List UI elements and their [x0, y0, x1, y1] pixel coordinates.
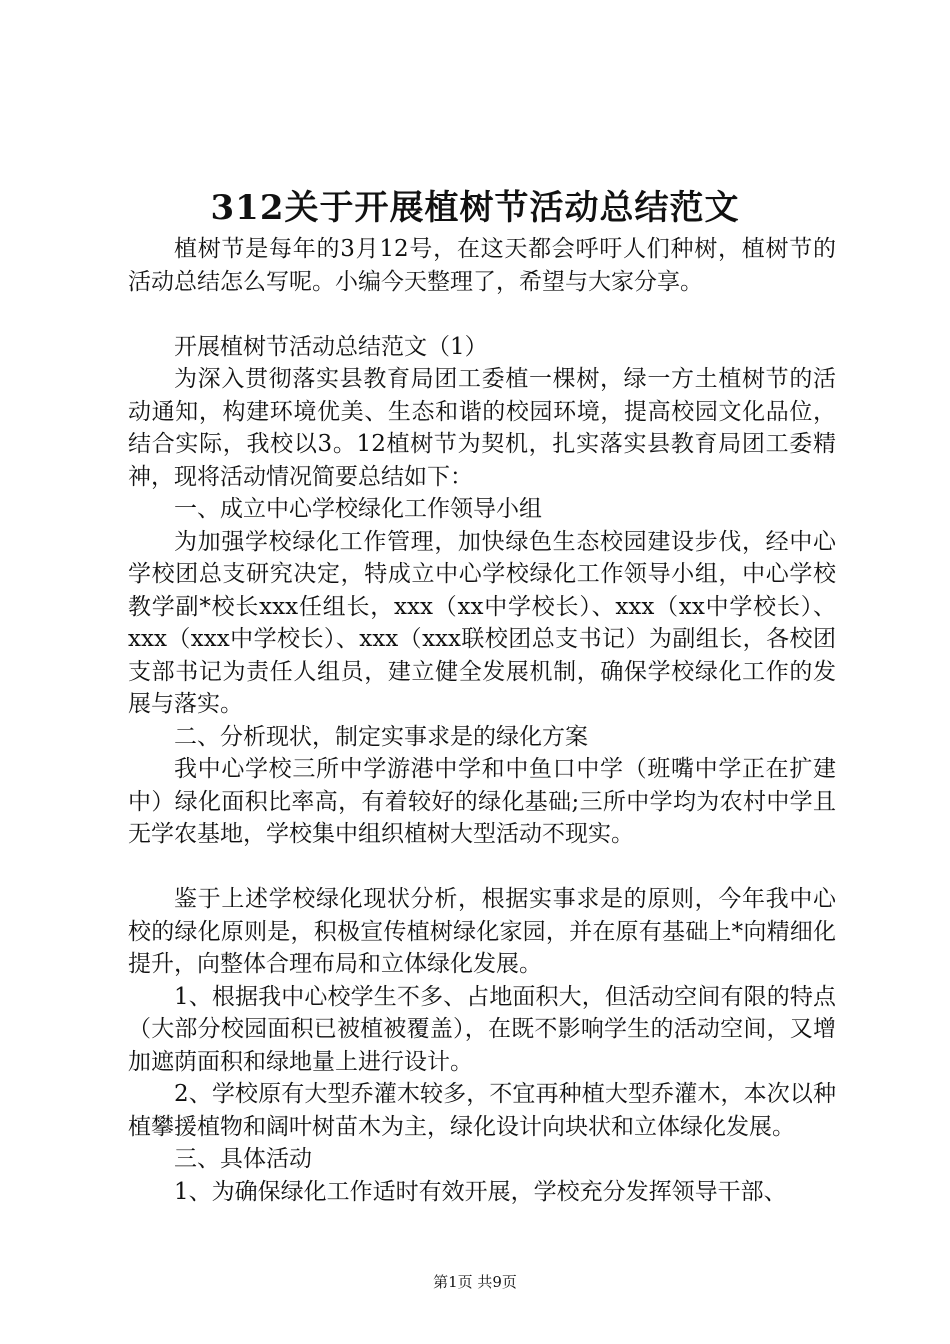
blank-line	[128, 298, 836, 331]
document-title: 312关于开展植树节活动总结范文	[210, 188, 740, 228]
body-paragraph: 1、为确保绿化工作适时有效开展，学校充分发挥领导干部、	[174, 1178, 787, 1205]
section-heading: 二、分析现状，制定实事求是的绿化方案	[174, 723, 588, 750]
body-paragraph: 为深入贯彻落实县教育局团工委植一棵树，绿一方土植树节的活动通知，构建环境优美、生态和谐的校园环境，提高校园文化品位，结合实际，我校以3。12植树节为契机，扎实落实县教育局团工委精神，现将活动情况简要总结如下：	[128, 366, 836, 490]
body-paragraph: 鉴于上述学校绿化现状分析，根据实事求是的原则，今年我中心校的绿化原则是，积极宣传植树绿化家园，并在原有基础上*向精细化提升，向整体合理布局和立体绿化发展。	[128, 886, 836, 977]
body-paragraph: 我中心学校三所中学游港中学和中鱼口中学（班嘴中学正在扩建中）绿化面积比率高，有着较好的绿化基础;三所中学均为农村中学且无学农基地，学校集中组织植树大型活动不现实。	[128, 756, 836, 847]
document-body	[128, 233, 836, 1208]
body-paragraph: 1、根据我中心校学生不多、占地面积大，但活动空间有限的特点（大部分校园面积已被植被覆盖），在既不影响学生的活动空间，又增加遮荫面积和绿地量上进行设计。	[128, 983, 836, 1075]
section-heading: 三、具体活动	[174, 1146, 312, 1172]
section-heading: 开展植树节活动总结范文（1）	[174, 333, 488, 360]
body-paragraph: 2、学校原有大型乔灌木较多，不宜再种植大型乔灌木，本次以种植攀援植物和阔叶树苗木为主，绿化设计向块状和立体绿化发展。	[128, 1081, 836, 1140]
page-footer: 第1页 共9页	[433, 1273, 517, 1291]
intro-paragraph: 植树节是每年的3月12号，在这天都会呼吁人们种树，植树节的活动总结怎么写呢。小编今天整理了，希望与大家分享。	[128, 236, 836, 295]
body-paragraph: 为加强学校绿化工作管理，加快绿色生态校园建设步伐，经中心学校团总支研究决定，特成立中心学校绿化工作领导小组，中心学校教学副*校长xxx任组长，xxx（xx中学校长）、xxx（xx中学校长）、xxx（xxx中学校长）、xxx（xxx联校团总支书记）为副组长，各校团支部书记为责任人组员，建立健全发展机制，确保学校绿化工作的发展与落实。	[128, 528, 836, 717]
section-heading: 一、成立中心学校绿化工作领导小组	[174, 496, 542, 522]
blank-line	[128, 851, 836, 884]
